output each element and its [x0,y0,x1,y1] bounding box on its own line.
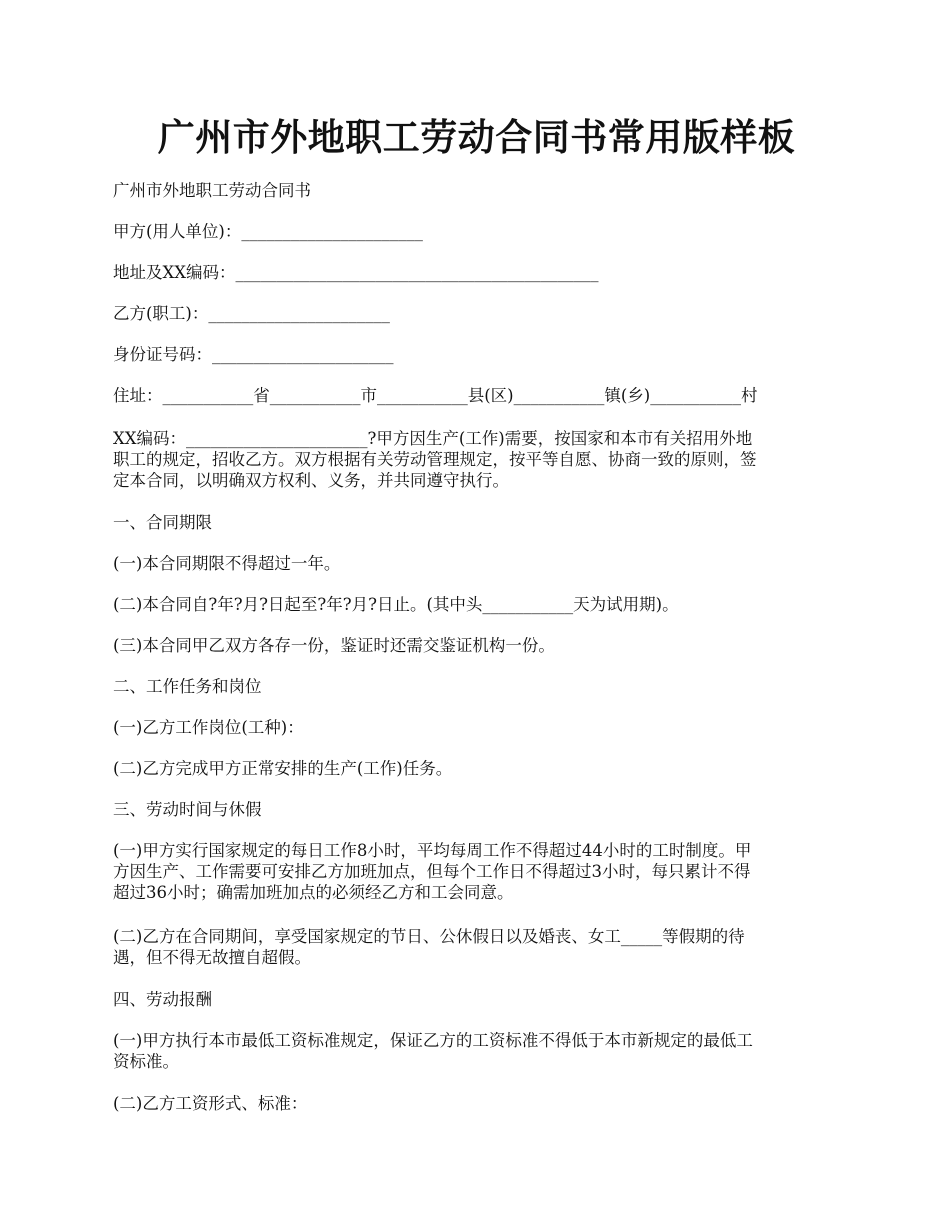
clause [113,926,840,968]
id-number-field: 身份证号码：______________________ [113,345,394,364]
contract-subtitle: 广州市外地职工劳动合同书 [113,181,311,200]
intro-line: XX编码：______________________?甲方因生产(工作)需要，按国家和本市有关招用外地 [113,429,753,448]
clause: (一)本合同期限不得超过一年。 [113,554,341,573]
section-heading: 一、合同期限 [113,513,212,532]
clause-line: (一)甲方实行国家规定的每日工作8小时，平均每周工作不得超过44小时的工时制度。甲 [113,841,752,860]
clause [113,1030,840,1072]
clause: (二)乙方工资形式、标准： [113,1094,308,1113]
clause: (二)乙方完成甲方正常安排的生产(工作)任务。 [113,759,453,778]
section-heading: 四、劳动报酬 [113,990,212,1009]
intro-line: 定本合同，以明确双方权利、义务，并共同遵守执行。 [113,471,509,490]
intro-paragraph [113,428,840,491]
clause: (一)乙方工作岗位(工种)： [113,718,304,737]
clause [113,840,840,903]
clause-line: 超过36小时；确需加班加点的必须经乙方和工会同意。 [113,883,514,902]
section-heading: 二、工作任务和岗位 [113,677,262,696]
clause-line: 方因生产、工作需要可安排乙方加班加点，但每个工作日不得超过3小时，每只累计不得 [113,862,751,881]
clause-line: 资标准。 [113,1052,179,1071]
intro-line: 职工的规定，招收乙方。双方根据有关劳动管理规定，按平等自愿、协商一致的原则，签 [113,450,757,469]
clause-line: (一)甲方执行本市最低工资标准规定，保证乙方的工资标准不得低于本市新规定的最低工 [113,1031,753,1050]
party-a-field: 甲方(用人单位)：______________________ [113,222,423,241]
document-title: 广州市外地职工劳动合同书常用版样板 [157,115,796,159]
clause-line: (二)乙方在合同期间，享受国家规定的节日、公休假日以及婚丧、女工_____等假期的待 [113,927,745,946]
clause-line: 遇，但不得无故擅自超假。 [113,948,311,967]
residence-field: 住址：___________省___________市___________县(区)___________镇(乡)___________村 [113,386,758,405]
section-heading: 三、劳动时间与休假 [113,800,262,819]
party-b-field: 乙方(职工)：______________________ [113,304,390,323]
clause: (二)本合同自?年?月?日起至?年?月?日止。(其中头___________天为试用期)。 [113,595,679,614]
clause: (三)本合同甲乙双方各存一份，鉴证时还需交鉴证机构一份。 [113,636,555,655]
address-code-field: 地址及XX编码：____________________________________________ [113,263,599,282]
